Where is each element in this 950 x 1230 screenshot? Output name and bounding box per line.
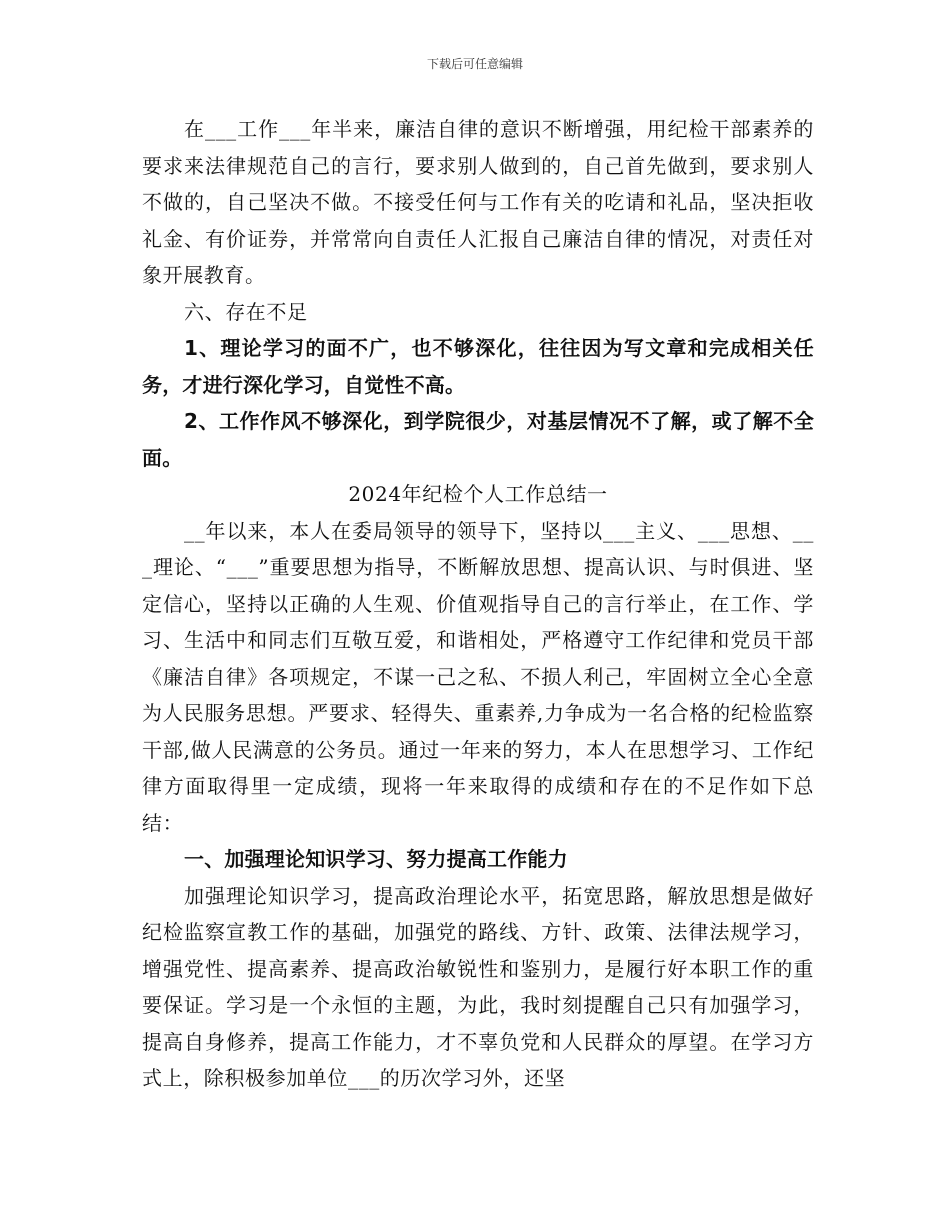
- shortcoming-item-2: 2、工作作风不够深化，到学院很少，对基层情况不了解，或了解不全面。: [142, 409, 814, 470]
- paragraph-integrity: 在___工作___年半来，廉洁自律的意识不断增强，用纪检干部素养的要求来法律规范自己的言行，要求别人做到的，自己首先做到，要求别人不做的，自己坚决不做。不接受任何与工作有关的吃请和礼品，坚决拒收礼金、有价证券，并常常向自责任人汇报自己廉洁自律的情况，对责任对象开展教育。: [142, 117, 814, 287]
- section-heading-shortcomings: 六、存在不足: [184, 299, 308, 324]
- document-body: [142, 111, 814, 1097]
- shortcoming-item-1: 1、理论学习的面不广，也不够深化，往往因为写文章和完成相关任务，才进行深化学习，自觉性不高。: [142, 336, 814, 397]
- section-heading-theory-study: 一、加强理论知识学习、努力提高工作能力: [184, 847, 568, 871]
- paragraph-intro: __年以来，本人在委局领导的领导下，坚持以___主义、___思想、___理论、“___”重要思想为指导，不断解放思想、提高认识、与时俱进、坚定信心，坚持以正确的人生观、价值观指导自己的言行举止，在工作、学习、生活中和同志们互敬互爱，和谐相处，严格遵守工作纪律和党员干部《廉洁自律》各项规定，不谋一己之私、不损人利己，牢固树立全心全意为人民服务思想。严要求、轻得失、重素养,力争成为一名合格的纪检监察干部,做人民满意的公务员。通过一年来的努力，本人在思想学习、工作纪律方面取得里一定成绩，现将一年来取得的成绩和存在的不足作如下总结：: [142, 518, 814, 835]
- document-title: 2024年纪检个人工作总结一: [348, 482, 608, 506]
- page-header-note: 下载后可任意编辑: [426, 57, 523, 71]
- paragraph-theory-study: 加强理论知识学习，提高政治理论水平，拓宽思路，解放思想是做好纪检监察宣教工作的基础，加强党的路线、方针、政策、法律法规学习，增强党性、提高素养、提高政治敏锐性和鉴别力，是履行好本职工作的重要保证。学习是一个永恒的主题，为此，我时刻提醒自己只有加强学习，提高自身修养，提高工作能力，才不辜负党和人民群众的厚望。在学习方式上，除积极参加单位___的历次学习外，还坚: [142, 883, 814, 1090]
